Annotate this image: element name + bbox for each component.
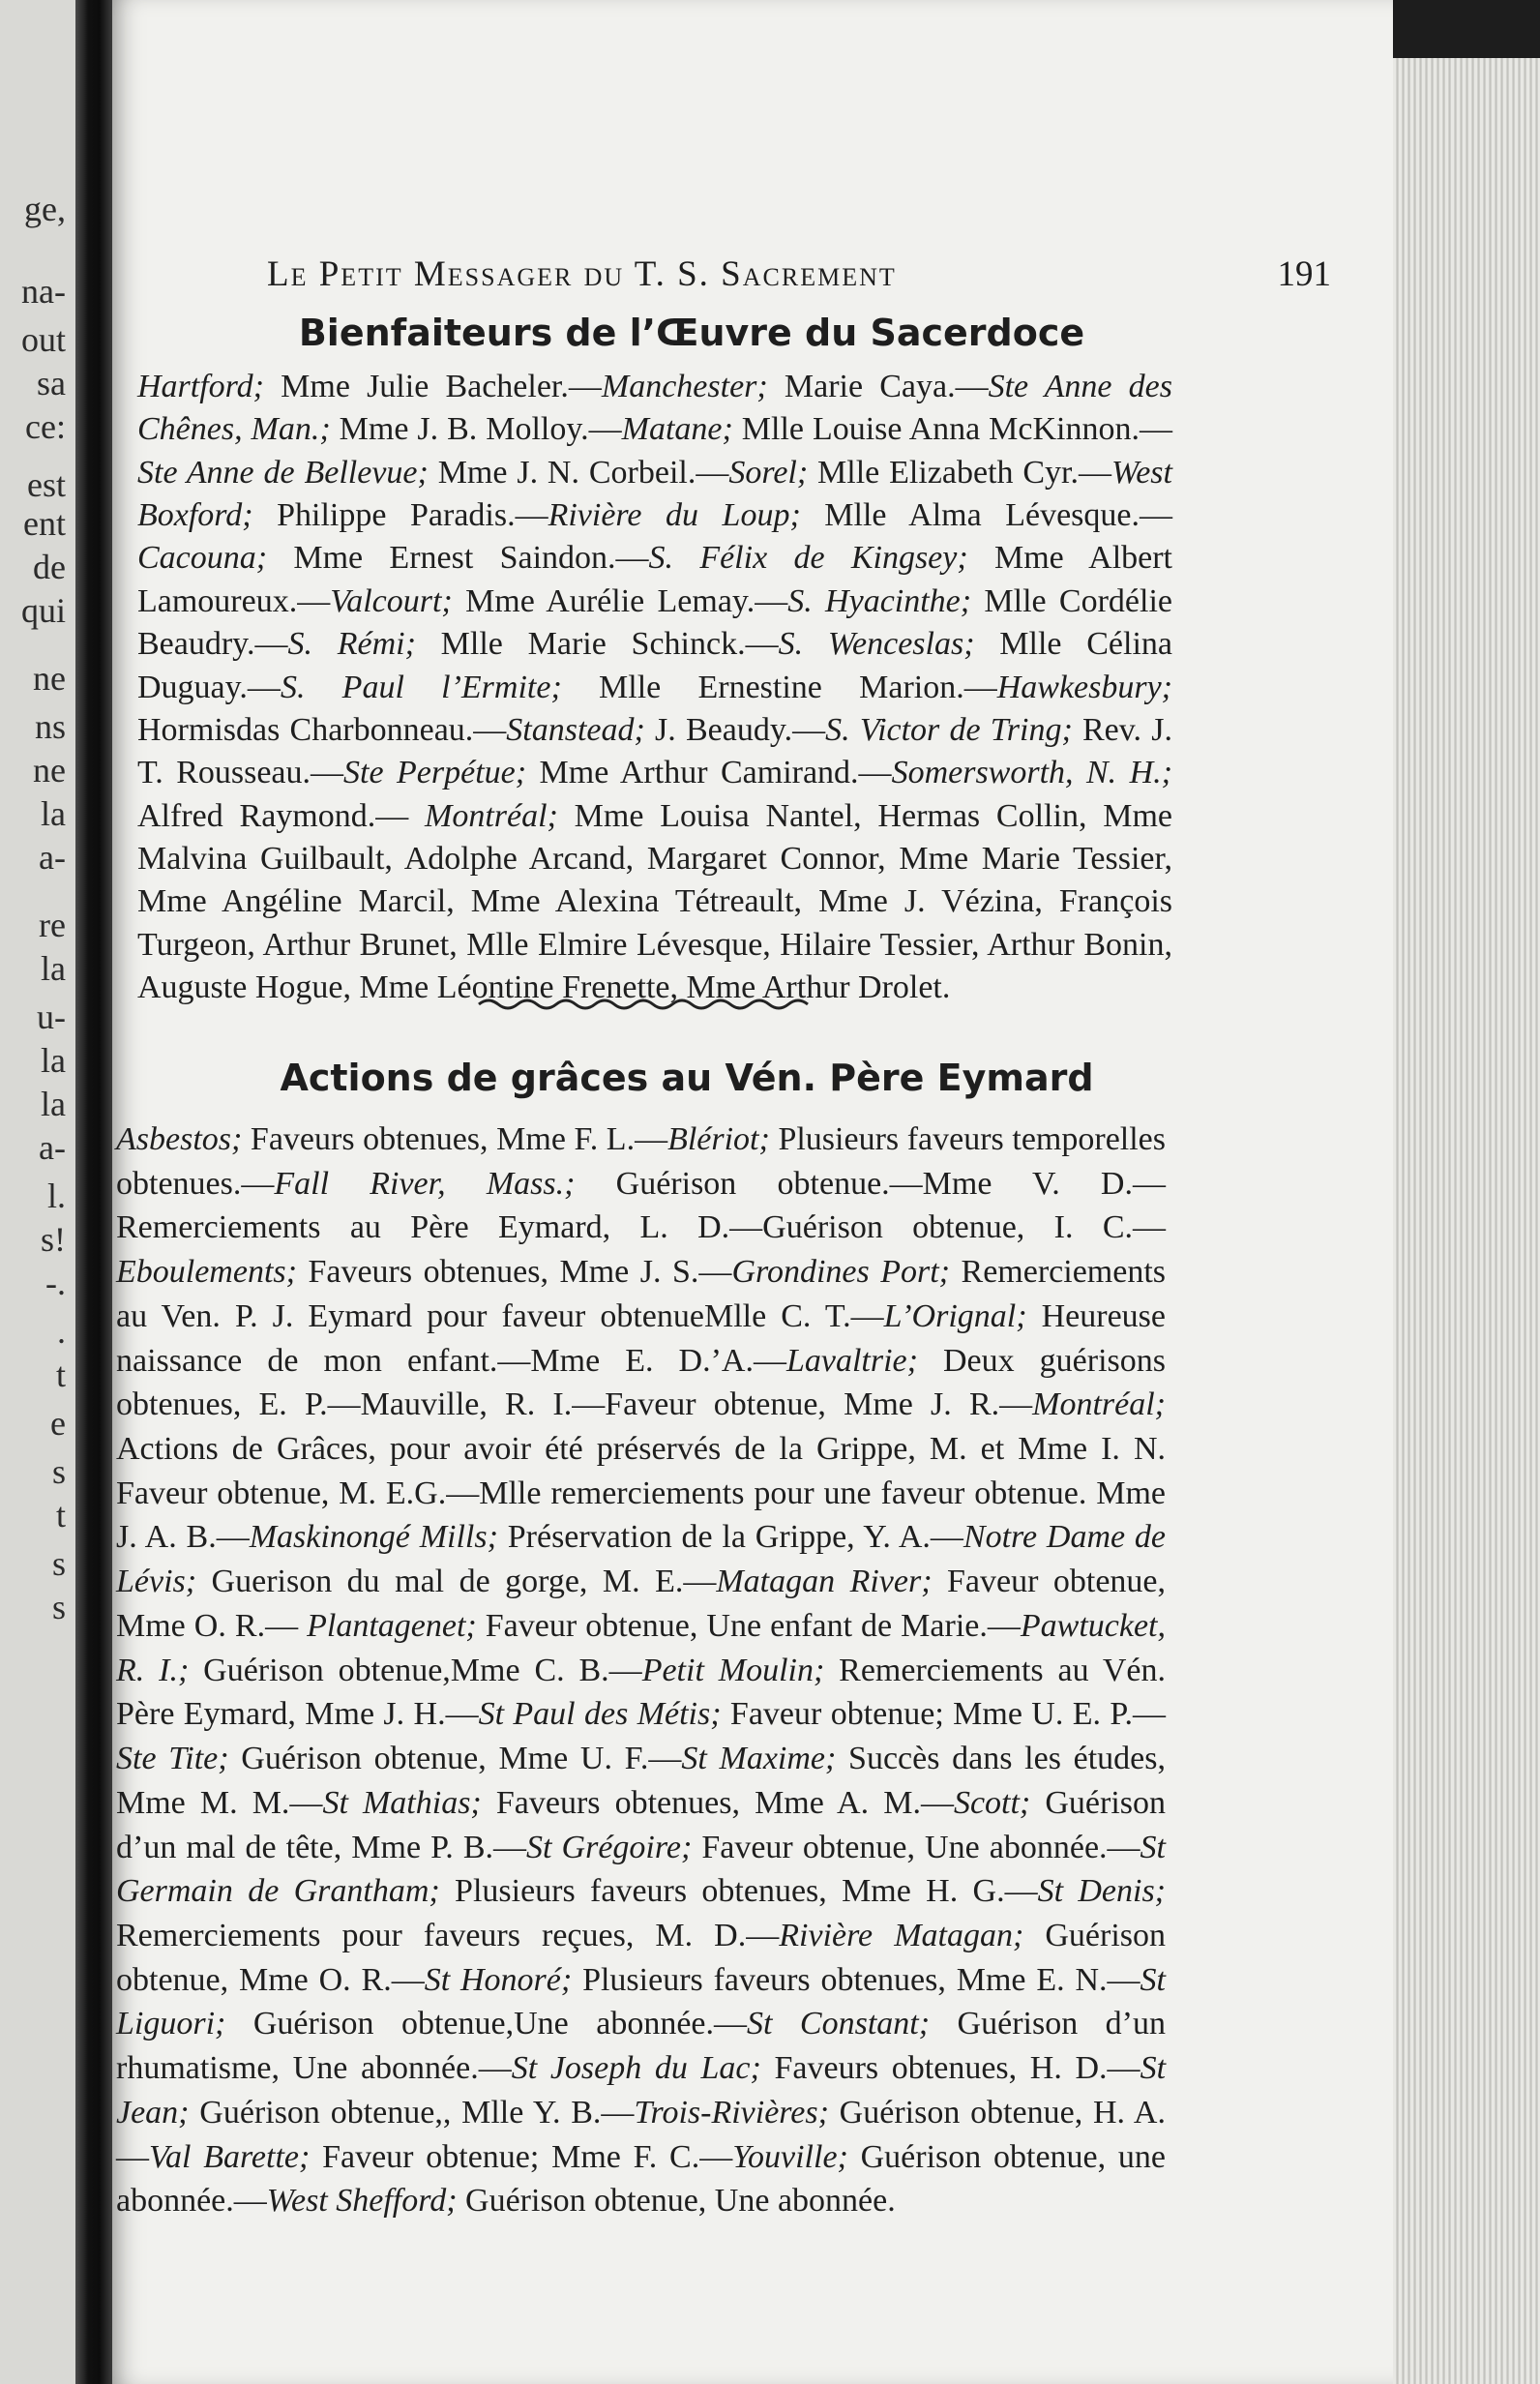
facing-page-fragment: s xyxy=(51,1588,66,1626)
facing-page-fragment: . xyxy=(57,1312,66,1351)
facing-page-fragments xyxy=(0,0,75,2384)
facing-page-fragment: s xyxy=(51,1452,66,1491)
facing-page-fragment: ns xyxy=(34,707,66,746)
facing-page-fragment: a- xyxy=(39,838,66,877)
facing-page-fragment: -. xyxy=(45,1264,66,1302)
section-body-actions-de-graces: Asbestos; Faveurs obtenues, Mme F. L.—Blériot; Plusieurs faveurs temporelles obtenues.—Fall River, Mass.; Guérison obtenue.—Mme V. D.—Remerciements au Père Eymard, L. D.—Guérison obtenue, I. C.—Eboulements; Faveurs obtenues, Mme J. S.—Grondines Port; Remerciements au Ven. P. J. Eymard pour faveur obtenueMlle C. T.—L’Orignal; Heureuse naissance de mon enfant.—Mme E. D.’A.—Lavaltrie; Deux guérisons obtenues, E. P.—Mauville, R. I.—Faveur obtenue, Mme J. R.—Montréal; Actions de Grâces, pour avoir été préservés de la Grippe, M. et Mme I. N. Faveur obtenue, M. E.G.—Mlle remerciements pour une faveur obtenue. Mme J. A. B.—Maskinongé Mills; Préservation de la Grippe, Y. A.—Notre Dame de Lévis; Guerison du mal de gorge, M. E.—Matagan River; Faveur obtenue, Mme O. R.— Plantagenet; Faveur obtenue, Une enfant de Marie.—Pawtucket, R. I.; Guérison obtenue,Mme C. B.—Petit Moulin; Remerciements au Vén. Père Eymard, Mme J. H.—St Paul des Métis; Faveur obtenue; Mme U. E. P.—Ste Tite; Guérison obtenue, Mme U. F.—St Maxime; Succès dans les études, Mme M. M.—St Mathias; Faveurs obtenues, Mme A. M.—Scott; Guérison d’un mal de tête, Mme P. B.—St Grégoire; Faveur obtenue, Une abonnée.—St Germain de Grantham; Plusieurs faveurs obtenues, Mme H. G.—St Denis; Remerciements pour faveurs reçues, M. D.—Rivière Matagan; Guérison obtenue, Mme O. R.—St Honoré; Plusieurs faveurs obtenues, Mme E. N.—St Liguori; Guérison obtenue,Une abonnée.—St Constant; Guérison d’un rhumatisme, Une abonnée.—St Joseph du Lac; Faveurs obtenues, H. D.—St Jean; Guérison obtenue,, Mlle Y. B.—Trois-Rivières; Guérison obtenue, H. A.—Val Barette; Faveur obtenue; Mme F. C.—Youville; Guérison obtenue, une abonnée.—West Shefford; Guérison obtenue, Une abonnée. xyxy=(116,1121,1167,2220)
facing-page-fragment: ge, xyxy=(24,190,66,228)
facing-page-fragment: la xyxy=(41,794,66,833)
section-body-bienfaiteurs: Hartford; Mme Julie Bacheler.—Manchester; Marie Caya.—Ste Anne des Chênes, Man.; Mme J. B. Molloy.—Matane; Mlle Louise Anna McKinnon.—Ste Anne de Bellevue; Mme J. N. Corbeil.—Sorel; Mlle Elizabeth Cyr.—West Boxford; Philippe Paradis.—Rivière du Loup; Mlle Alma Lévesque.—Cacouna; Mme Ernest Saindon.—S. Félix de Kingsey; Mme Albert Lamoureux.—Valcourt; Mme Aurélie Lemay.—S. Hyacinthe; Mlle Cordélie Beaudry.—S. Rémi; Mlle Marie Schinck.—S. Wenceslas; Mlle Célina Duguay.—S. Paul l’Ermite; Mlle Ernestine Marion.—Hawkesbury; Hormisdas Charbonneau.—Stanstead; J. Beaudy.—S. Victor de Tring; Rev. J. T. Rousseau.—Ste Perpétue; Mme Arthur Camirand.—Somersworth, N. H.; Alfred Raymond.— Montréal; Mme Louisa Nantel, Hermas Collin, Mme Malvina Guilbault, Adolphe Arcand, Margaret Connor, Mme Marie Tessier, Mme Angéline Marcil, Mme Alexina Tétreault, Mme J. Vézina, François Turgeon, Arthur Brunet, Mlle Elmire Lévesque, Hilaire Tessier, Arthur Bonin, Auguste Hogue, Mme Léontine Frenette, Mme Arthur Drolet. xyxy=(137,369,1173,1006)
page-number: 191 xyxy=(1277,254,1331,294)
section-title-bienfaiteurs: Bienfaiteurs de l’Œuvre du Sacerdoce xyxy=(298,312,1085,354)
facing-page-fragment: na- xyxy=(21,272,66,311)
facing-page-fragment: t xyxy=(55,1356,66,1394)
facing-page-fragment: l. xyxy=(46,1177,66,1215)
facing-page-fragment: sa xyxy=(37,364,66,402)
facing-page-fragment: s xyxy=(51,1544,66,1583)
facing-page-fragment: qui xyxy=(20,591,66,630)
facing-page-fragment: la xyxy=(41,949,66,988)
page-stack-edges xyxy=(1393,58,1540,2384)
facing-page-fragment: s! xyxy=(41,1220,66,1259)
facing-page-fragment: out xyxy=(20,320,66,359)
facing-page-fragment: e xyxy=(50,1404,66,1443)
facing-page-fragment: de xyxy=(33,548,66,586)
facing-page-fragment: t xyxy=(55,1496,66,1535)
facing-page-fragment: la xyxy=(41,1085,66,1123)
facing-page-fragment: est xyxy=(27,465,66,504)
book-gutter xyxy=(75,0,112,2384)
facing-page-fragment: u- xyxy=(37,998,66,1036)
page-stack-shadow xyxy=(1393,0,1540,58)
facing-page-fragment: ce: xyxy=(25,407,66,446)
section-title-actions-de-graces: Actions de grâces au Vén. Père Eymard xyxy=(280,1057,1094,1099)
facing-page-edge xyxy=(0,0,75,2384)
facing-page-fragment: ent xyxy=(23,504,66,543)
facing-page-fragment: re xyxy=(39,906,66,944)
facing-page-fragment: ne xyxy=(33,659,66,698)
facing-page-fragment: la xyxy=(41,1041,66,1080)
ornamental-divider xyxy=(474,995,822,1014)
running-title: Le Petit Messager du T. S. Sacrement xyxy=(267,254,897,294)
facing-page-fragment: a- xyxy=(39,1128,66,1167)
facing-page-fragment: ne xyxy=(33,751,66,790)
running-header xyxy=(267,253,1331,302)
